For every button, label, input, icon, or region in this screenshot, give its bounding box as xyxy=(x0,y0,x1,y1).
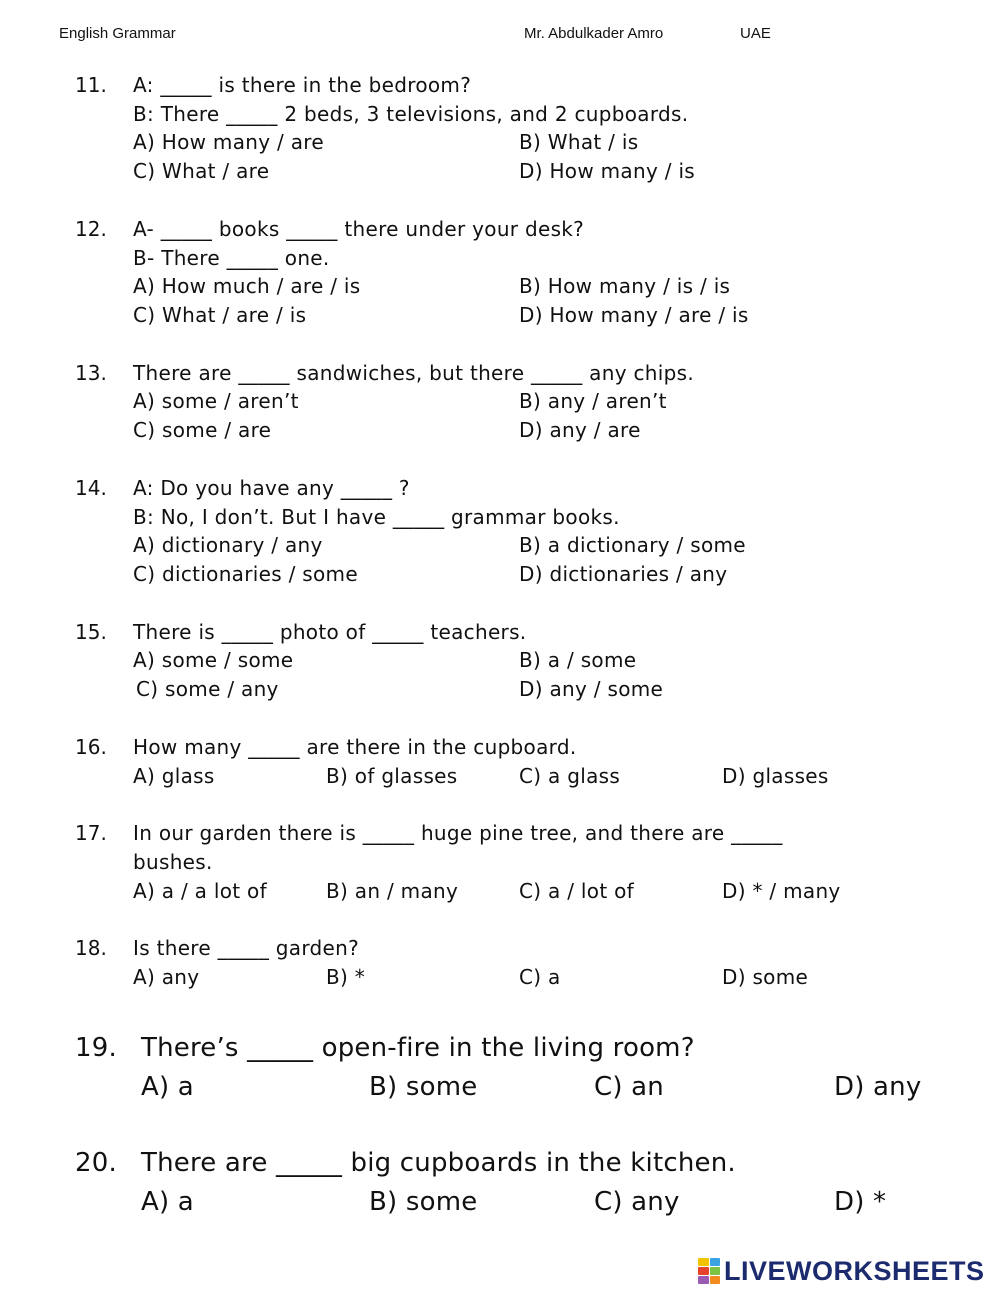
option-a[interactable]: A) a / a lot of xyxy=(133,879,267,903)
option-a[interactable]: A) some / some xyxy=(133,648,294,672)
logo-text: LIVEWORKSHEETS xyxy=(724,1255,985,1286)
option-d[interactable]: D) How many / are / is xyxy=(519,303,749,327)
logo-tile xyxy=(698,1267,709,1275)
option-a[interactable]: A) How many / are xyxy=(133,130,324,154)
question-number: 13. xyxy=(75,361,107,385)
logo-tile xyxy=(710,1258,721,1266)
option-a[interactable]: A) glass xyxy=(133,764,215,788)
option-d[interactable]: D) any / some xyxy=(519,677,664,701)
option-a[interactable]: A) any xyxy=(133,965,200,989)
option-c[interactable]: C) some / are xyxy=(133,418,272,442)
question-text: There are _____ sandwiches, but there _____ any chips. xyxy=(133,361,694,385)
option-b[interactable]: B) a / some xyxy=(519,648,637,672)
option-b[interactable]: B) What / is xyxy=(519,130,639,154)
option-c[interactable]: C) dictionaries / some xyxy=(133,562,358,586)
question-text: B: No, I don’t. But I have _____ grammar books. xyxy=(133,505,620,529)
question-text: B: There _____ 2 beds, 3 televisions, and 2 cupboards. xyxy=(133,102,689,126)
question-number: 17. xyxy=(75,821,107,845)
logo-tile xyxy=(710,1276,721,1284)
option-d[interactable]: D) dictionaries / any xyxy=(519,562,728,586)
option-b[interactable]: B) * xyxy=(326,965,366,989)
option-b[interactable]: B) an / many xyxy=(326,879,459,903)
option-c[interactable]: C) any xyxy=(594,1187,680,1217)
option-a[interactable]: A) dictionary / any xyxy=(133,533,323,557)
question-number: 11. xyxy=(75,73,107,97)
question-number: 12. xyxy=(75,217,107,241)
liveworksheets-logo xyxy=(698,1256,985,1286)
option-d[interactable]: D) * / many xyxy=(722,879,841,903)
liveworksheets-logo-icon xyxy=(698,1258,720,1284)
option-d[interactable]: D) some xyxy=(722,965,809,989)
question-text: A: Do you have any _____ ? xyxy=(133,476,410,500)
option-d[interactable]: D) any xyxy=(834,1072,922,1102)
question-text: bushes. xyxy=(133,850,213,874)
option-c[interactable]: C) a / lot of xyxy=(519,879,635,903)
question-text: Is there _____ garden? xyxy=(133,936,360,960)
question-number: 18. xyxy=(75,936,107,960)
option-d[interactable]: D) any / are xyxy=(519,418,641,442)
question-text: B- There _____ one. xyxy=(133,246,330,270)
question-number: 19. xyxy=(75,1033,117,1063)
question-number: 15. xyxy=(75,620,107,644)
option-b[interactable]: B) a dictionary / some xyxy=(519,533,746,557)
option-c[interactable]: C) an xyxy=(594,1072,664,1102)
question-text: How many _____ are there in the cupboard. xyxy=(133,735,577,759)
logo-tile xyxy=(698,1258,709,1266)
option-d[interactable]: D) glasses xyxy=(722,764,829,788)
logo-tile xyxy=(710,1267,721,1275)
option-b[interactable]: B) of glasses xyxy=(326,764,458,788)
option-a[interactable]: A) a xyxy=(141,1072,194,1102)
option-b[interactable]: B) some xyxy=(369,1072,478,1102)
question-text: A: _____ is there in the bedroom? xyxy=(133,73,472,97)
option-c[interactable]: C) a xyxy=(519,965,561,989)
option-c[interactable]: C) What / are xyxy=(133,159,270,183)
option-c[interactable]: C) a glass xyxy=(519,764,621,788)
header-teacher: Mr. Abdulkader Amro xyxy=(524,25,664,42)
header-country: UAE xyxy=(740,25,771,42)
question-number: 16. xyxy=(75,735,107,759)
option-d[interactable]: D) * xyxy=(834,1187,887,1217)
question-text: In our garden there is _____ huge pine tree, and there are _____ xyxy=(133,821,783,845)
option-a[interactable]: A) some / aren’t xyxy=(133,389,299,413)
header-subject: English Grammar xyxy=(59,25,176,42)
option-b[interactable]: B) How many / is / is xyxy=(519,274,731,298)
question-text: There is _____ photo of _____ teachers. xyxy=(133,620,527,644)
option-d[interactable]: D) How many / is xyxy=(519,159,696,183)
question-text: A- _____ books _____ there under your desk? xyxy=(133,217,585,241)
option-c[interactable]: C) What / are / is xyxy=(133,303,307,327)
option-c[interactable]: C) some / any xyxy=(136,677,279,701)
option-a[interactable]: A) How much / are / is xyxy=(133,274,361,298)
question-number: 14. xyxy=(75,476,107,500)
option-b[interactable]: B) any / aren’t xyxy=(519,389,667,413)
option-a[interactable]: A) a xyxy=(141,1187,194,1217)
option-b[interactable]: B) some xyxy=(369,1187,478,1217)
question-text: There’s _____ open-fire in the living room? xyxy=(141,1033,695,1063)
question-number: 20. xyxy=(75,1148,117,1178)
question-text: There are _____ big cupboards in the kitchen. xyxy=(141,1148,736,1178)
logo-tile xyxy=(698,1276,709,1284)
